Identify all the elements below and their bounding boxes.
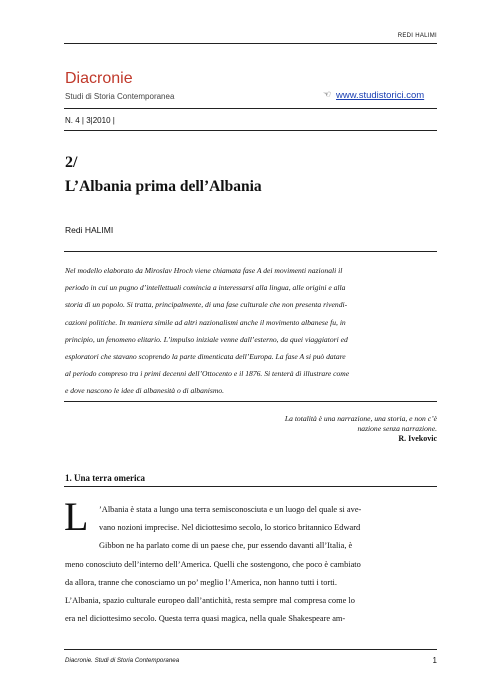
article-number: 2/ (65, 154, 78, 171)
page-number: 1 (432, 656, 437, 665)
abstract-line: e dove nascono le idee di albanesità o di albanismo. (65, 386, 225, 396)
epigraph-line: nazione senza narrazione. (357, 423, 437, 433)
footer-text: Diacronie. Studi di Storia Contemporanea (65, 657, 180, 664)
running-head: REDI HALIMI (397, 33, 437, 39)
body-line: L’Albania, spazio culturale europeo dall’antichità, resta sempre mal compresa come lo (65, 595, 355, 605)
abstract (65, 262, 437, 400)
body-line: vano nozioni imprecise. Nel diciottesimo secolo, lo storico britannico Edward (99, 523, 361, 533)
body-line: era nel diciottesimo secolo. Questa terra quasi magica, nella quale Shakespeare am- (65, 614, 346, 624)
section-heading: 1. Una terra omerica (65, 473, 145, 483)
abstract-rule-bottom (64, 401, 437, 402)
issue-info: N. 4 | 3|2010 | (65, 116, 115, 125)
journal-subtitle: Studi di Storia Contemporanea (65, 92, 175, 101)
body-text (65, 501, 437, 628)
website-link[interactable]: www.studistorici.com (336, 90, 425, 101)
header-rule-bottom (64, 130, 437, 131)
epigraph-line: La totalità è una narrazione, una storia, e non c’è (284, 414, 437, 423)
header-rule (64, 108, 437, 109)
journal-title: Diacronie (65, 70, 133, 87)
abstract-line: al periodo compreso tra i primi decenni dell’Ottocento e il 1876. Si tenterà di illustrare come (65, 369, 350, 379)
abstract-line: periodo in cui un pugno d’intellettuali comincia a interessarsi alla lingua, alle origini e alla (65, 283, 346, 293)
body-line: Gibbon ne ha parlato come di un paese che, pur essendo davanti all’Italia, è (99, 541, 353, 551)
footer-rule (64, 649, 437, 650)
epigraph-text (237, 414, 437, 433)
header-rule-top (64, 43, 437, 44)
abstract-line: principio, un fenomeno elitario. L’impulso iniziale venne dall’esterno, da quei viaggiatori ed (65, 334, 348, 344)
body-line: da allora, tranne che conosciamo un po’ meglio l’America, non hanno tutti i torti. (65, 577, 337, 587)
epigraph-author: R. Ivekovic (398, 434, 437, 443)
abstract-line: cazioni politiche. In maniera simile ad altri nazionalismi anche il movimento albanese fu, in (65, 317, 346, 327)
body-line: meno conosciuto dell’interno dell’America. Quelli che sostengono, che poco è cambiato (65, 559, 361, 569)
article-author: Redi HALIMI (65, 225, 114, 235)
abstract-rule-top (64, 251, 437, 252)
article-title: L’Albania prima dell’Albania (65, 178, 262, 195)
pointer-hand-icon: ☜ (323, 89, 332, 99)
drop-cap: L (64, 494, 89, 539)
abstract-line: storia di un popolo. Si tratta, principalmente, di una fase culturale che non presenta rivendi- (65, 300, 348, 310)
abstract-line: esploratori che stavano scoprendo la parte dimenticata dell’Europa. La fase A si può datare (65, 352, 346, 362)
body-line: ’Albania è stata a lungo una terra semisconosciuta e un luogo del quale si ave- (99, 505, 362, 514)
abstract-line: Nel modello elaborato da Miroslav Hroch viene chiamata fase A dei movimenti nazionali il (65, 266, 343, 275)
section-rule (64, 486, 437, 487)
